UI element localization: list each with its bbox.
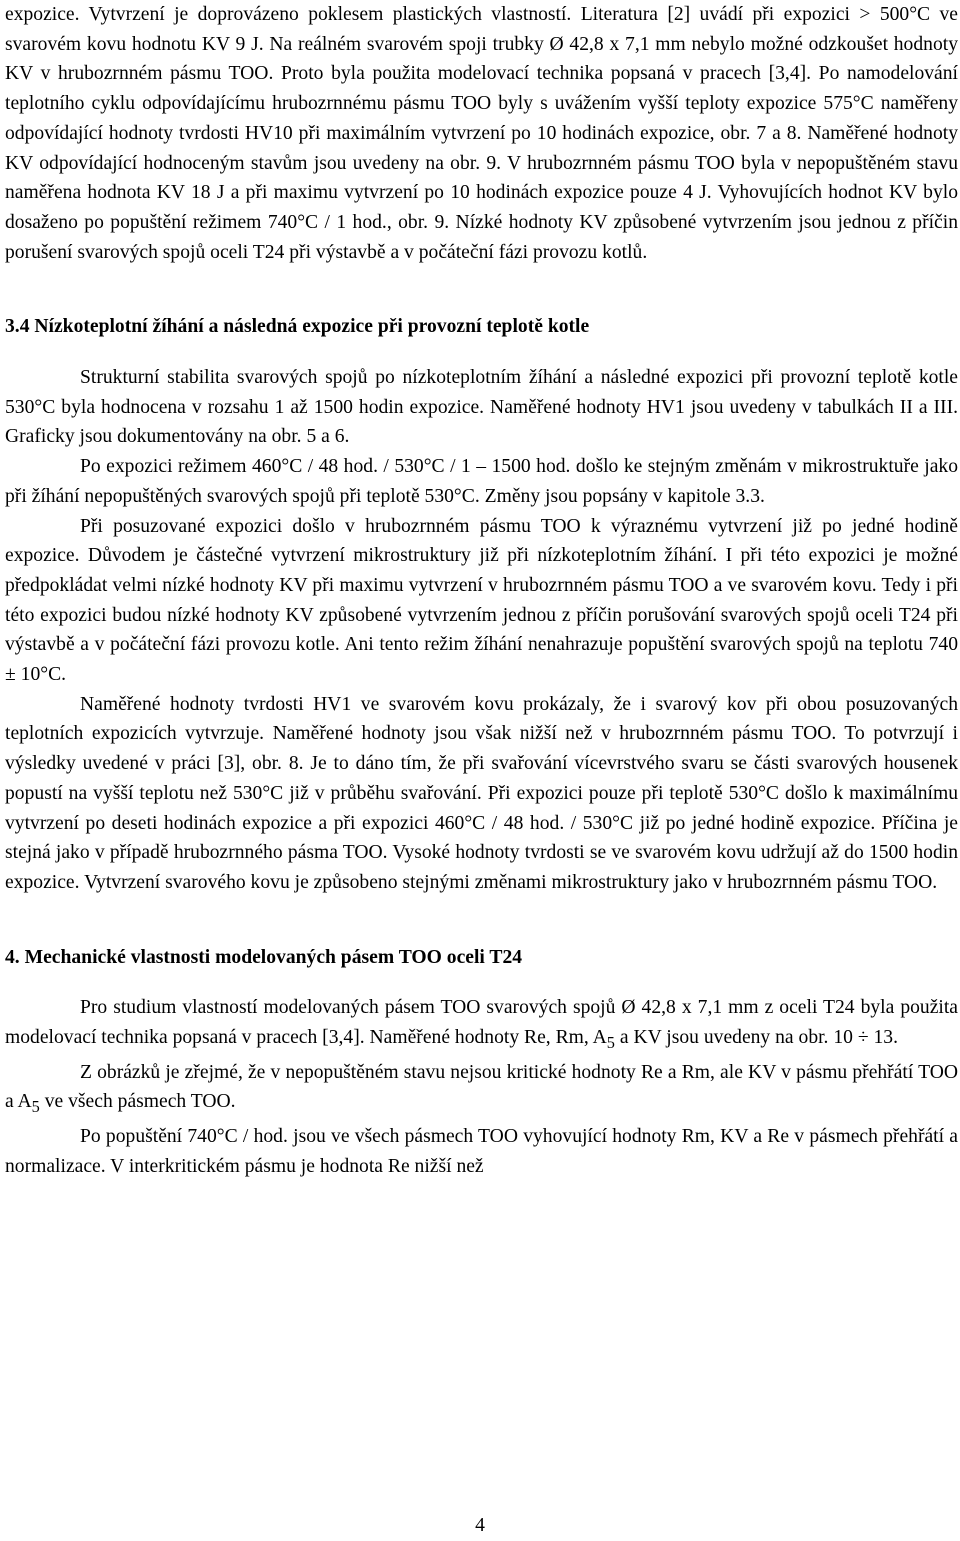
paragraph-as-welded-state (5, 1058, 958, 1122)
text-run: Z obrázků je zřejmé, že v nepopuštěném stavu nejsou kritické hodnoty Re a Rm, ale KV v pásmu přehřátí TOO a A (5, 1061, 958, 1113)
text-run: ve všech pásmech TOO. (39, 1091, 236, 1113)
paragraph-kv-values: expozice. Vytvrzení je doprovázeno poklesem plastických vlastností. Literatura [2] uvádí při expozici > 500°C ve svarovém kovu hodnotu KV 9 J. Na reálném svarovém spoji trubky Ø 42,8 x 7,1 mm nebylo možné odzkoušet hodnoty KV v hrubozrnném pásmu TOO. Proto byla použita modelovací technika popsaná v pracech [3,4]. Po namodelování teplotního cyklu odpovídajícímu hrubozrnnému pásmu TOO byly s uvážením vyšší teploty expozice 575°C naměřeny odpovídající hodnoty tvrdosti HV10 při maximálním vytvrzení po 10 hodinách expozice, obr. 7 a 8. Naměřené hodnoty KV odpovídající hodnoceným stavům jsou uvedeny na obr. 9. V hrubozrnném pásmu TOO byla v nepopuštěném stavu naměřena hodnota KV 18 J a při maximu vytvrzení po 10 hodinách expozice pouze 4 J. Vyhovujících hodnot KV bylo dosaženo po popuštění režimem 740°C / 1 hod., obr. 9. Nízké hodnoty KV způsobené vytvrzením jsou jednou z příčin porušení svarových spojů oceli T24 při výstavbě a v počáteční fázi provozu kotlů. (5, 4, 958, 263)
page-number: 4 (475, 1515, 485, 1536)
subscript-5: 5 (606, 1033, 615, 1052)
subscript-5: 5 (31, 1097, 40, 1117)
section-4-heading: 4. Mechanické vlastnosti modelovaných pásem TOO oceli T24 (5, 946, 523, 968)
paragraph-exposure-regime: Po expozici režimem 460°C / 48 hod. / 530°C / 1 – 1500 hod. došlo ke stejným změnám v mikrostruktuře jako při žíhání nepopuštěných svarových spojů při teplotě 530°C. Změny jsou popsány v kapitole 3.3. (5, 456, 958, 507)
paragraph-structural-stability: Strukturní stabilita svarových spojů po nízkoteplotním žíhání a následné expozici při provozní teplotě kotle 530°C byla hodnocena v rozsahu 1 až 1500 hodin expozice. Naměřené hodnoty HV1 jsou uvedeny v tabulkách II a III. Graficky jsou dokumentovány na obr. 5 a 6. (5, 367, 958, 448)
paragraph-modelling-technique (5, 993, 958, 1057)
section-3-4-heading: 3.4 Nízkoteplotní žíhání a následná expozice při provozní teplotě kotle (5, 316, 590, 338)
paragraph-weld-metal-hardness: Naměřené hodnoty tvrdosti HV1 ve svarovém kovu prokázaly, že i svarový kov při obou posuzovaných teplotních expozicích vytvrzuje. Naměřené hodnoty jsou však nižší než v hrubozrnném pásmu TOO. To potvrzují i výsledky uvedené v práci [3], obr. 8. Je to dáno tím, že při svařování vícevrstvého svaru se části svarových housenek popustí na vyšší teplotu než 530°C již v průběhu svařování. Při expozici pouze při teplotě 530°C došlo k maximálnímu vytvrzení po deseti hodinách expozice a při expozici 460°C / 48 hod. / 530°C již po jedné hodině expozice. Příčina je stejná jako v případě hrubozrnného pásma TOO. Vysoké hodnoty tvrdosti se ve svarovém kovu udržují až do 1500 hodin expozice. Vytvrzení svarového kovu je způsobeno stejnými změnami mikrostruktury jako v hrubozrnném pásmu TOO. (5, 693, 958, 893)
document-page (5, 0, 958, 1181)
paragraph-after-tempering: Po popuštění 740°C / hod. jsou ve všech pásmech TOO vyhovující hodnoty Rm, KV a Re v pásmech přehřátí a normalizace. V interkritickém pásmu je hodnota Re nižší než (5, 1126, 958, 1177)
text-run: Pro studium vlastností modelovaných pásem TOO svarových spojů Ø 42,8 x 7,1 mm z oceli T24 byla použita modelovací technika popsaná v pracech [3,4]. Naměřené hodnoty Re, Rm, A (5, 997, 958, 1049)
text-run: a KV jsou uvedeny na obr. 10 ÷ 13. (614, 1027, 898, 1049)
paragraph-haz-hardening: Při posuzované expozici došlo v hrubozrnném pásmu TOO k výraznému vytvrzení již po jedné hodině expozice. Důvodem je částečné vytvrzení mikrostruktury již při nízkoteplotním žíhání. I při této expozici je možné předpokládat velmi nízké hodnoty KV při maximu vytvrzení v hrubozrnném pásmu TOO a ve svarovém kovu. Tedy i při této expozici budou nízké hodnoty KV způsobené vytvrzením jednou z příčin porušování svarových spojů oceli T24 při výstavbě a v počáteční fázi provozu kotle. Ani tento režim žíhání nenahrazuje popuštění svarových spojů na teplotu 740 ± 10°C. (5, 515, 958, 686)
